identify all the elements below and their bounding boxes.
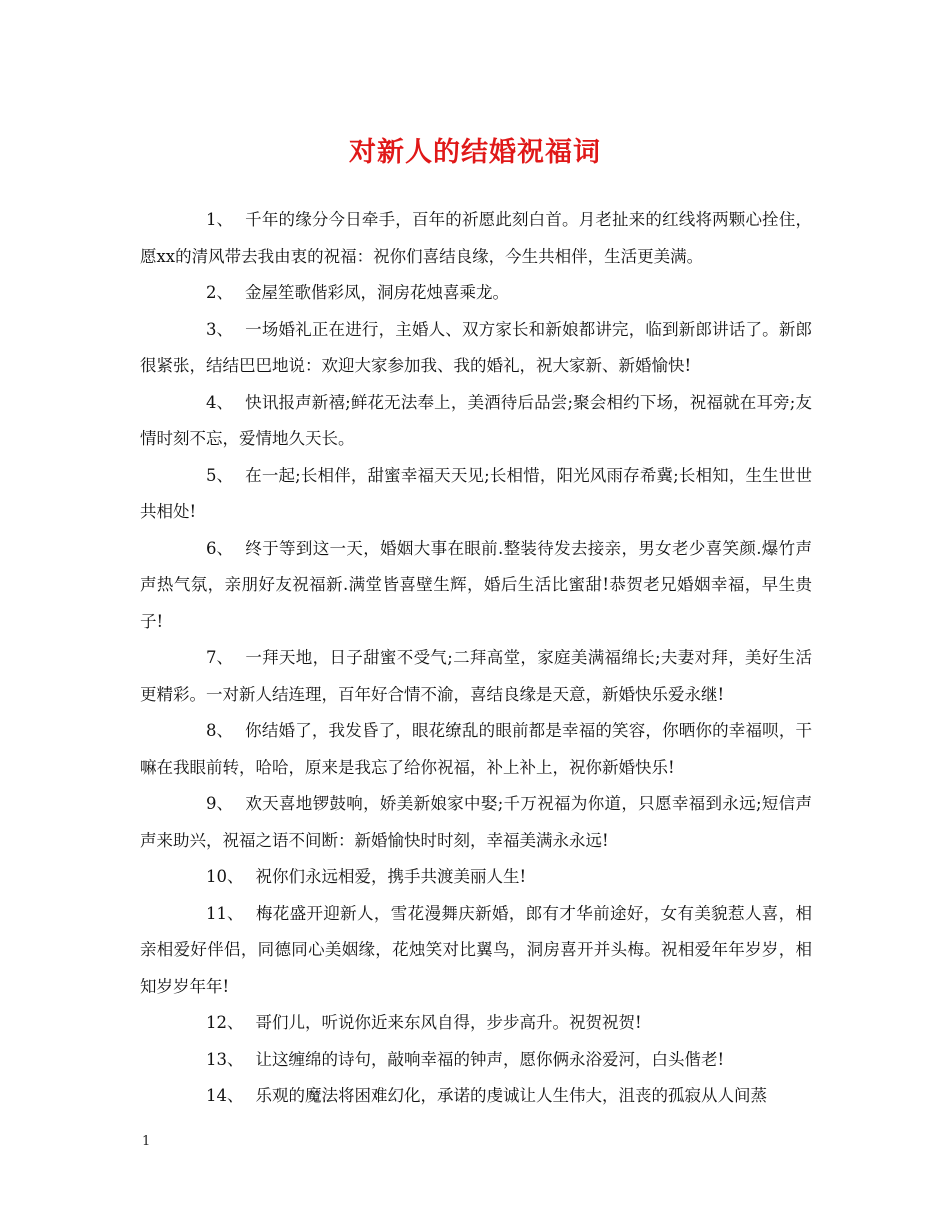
item-number: 4、	[206, 392, 233, 412]
item-text: 在一起;长相伴，甜蜜幸福天天见;长相惜，阳光风雨存希冀;长相知，生生世世共相处!	[140, 465, 812, 521]
item-text: 快讯报声新禧;鲜花无法奉上，美酒待后品尝;聚会相约下场，祝福就在耳旁;友情时刻不忘，爱情地久天长。	[140, 392, 812, 448]
item-number: 13、	[206, 1049, 244, 1069]
list-item	[140, 1005, 812, 1042]
list-item	[140, 385, 812, 458]
item-text: 梅花盛开迎新人，雪花漫舞庆新婚，郎有才华前途好，女有美貌惹人喜，相亲相爱好伴侣，同德同心美姻缘，花烛笑对比翼鸟，洞房喜开并头梅。祝相爱年年岁岁，相知岁岁年年!	[140, 903, 812, 996]
item-text: 让这缠绵的诗句，敲响幸福的钟声，愿你俩永浴爱河，白头偕老!	[255, 1049, 725, 1069]
item-text: 千年的缘分今日牵手，百年的祈愿此刻白首。月老扯来的红线将两颗心拴住，愿xx的清风带去我由衷的祝福：祝你们喜结良缘，今生共相伴，生活更美满。	[140, 210, 812, 266]
list-item	[140, 713, 812, 786]
item-text: 终于等到这一天，婚姻大事在眼前.整装待发去接亲，男女老少喜笑颜.爆竹声声热气氛，亲朋好友祝福新.满堂皆喜壁生辉，婚后生活比蜜甜!恭贺老兄婚姻幸福，早生贵子!	[140, 538, 812, 631]
item-number: 2、	[206, 283, 233, 302]
item-text: 金屋笙歌偕彩凤，洞房花烛喜乘龙。	[245, 283, 509, 302]
page-number: 1	[142, 1134, 151, 1149]
item-text: 一拜天地，日子甜蜜不受气;二拜高堂，家庭美满福绵长;夫妻对拜，美好生活更精彩。一对新人结连理，百年好合情不渝，喜结良缘是天意，新婚快乐爱永继!	[140, 648, 812, 704]
list-item	[140, 531, 812, 641]
list-item	[140, 458, 812, 531]
item-text: 哥们儿，听说你近来东风自得，步步高升。祝贺祝贺!	[255, 1013, 642, 1032]
list-item	[140, 896, 812, 1006]
item-number: 5、	[206, 465, 233, 485]
list-item	[140, 202, 812, 275]
item-text: 一场婚礼正在进行，主婚人、双方家长和新娘都讲完，临到新郎讲话了。新郎很紧张，结结巴巴地说：欢迎大家参加我、我的婚礼，祝大家新、新婚愉快!	[140, 319, 812, 375]
item-number: 14、	[206, 1086, 244, 1105]
list-item	[140, 859, 812, 896]
item-number: 3、	[206, 319, 233, 339]
item-number: 11、	[206, 903, 244, 923]
item-number: 9、	[206, 794, 233, 813]
list-item	[140, 786, 812, 859]
item-text: 你结婚了，我发昏了，眼花缭乱的眼前都是幸福的笑容，你晒你的幸福呗，干嘛在我眼前转，哈哈，原来是我忘了给你祝福，补上补上，祝你新婚快乐!	[140, 721, 812, 777]
item-number: 12、	[206, 1013, 244, 1032]
item-number: 1、	[206, 210, 233, 229]
document-title: 对新人的结婚祝福词	[349, 137, 601, 168]
item-text: 欢天喜地锣鼓响，娇美新娘家中娶;千万祝福为你道，只愿幸福到永远;短信声声来助兴，祝福之语不间断：新婚愉快时时刻，幸福美满永永远!	[140, 794, 812, 850]
item-number: 10、	[206, 867, 244, 886]
item-text: 祝你们永远相爱，携手共渡美丽人生!	[255, 867, 527, 886]
item-number: 7、	[206, 648, 233, 667]
document-body	[140, 202, 812, 1115]
list-item	[140, 640, 812, 713]
list-item	[140, 312, 812, 385]
list-item	[140, 275, 812, 312]
item-text: 乐观的魔法将困难幻化，承诺的虔诚让人生伟大，沮丧的孤寂从人间蒸	[255, 1086, 767, 1105]
list-item	[140, 1078, 812, 1115]
item-number: 6、	[206, 538, 233, 558]
item-number: 8、	[206, 721, 233, 740]
list-item	[140, 1042, 812, 1079]
